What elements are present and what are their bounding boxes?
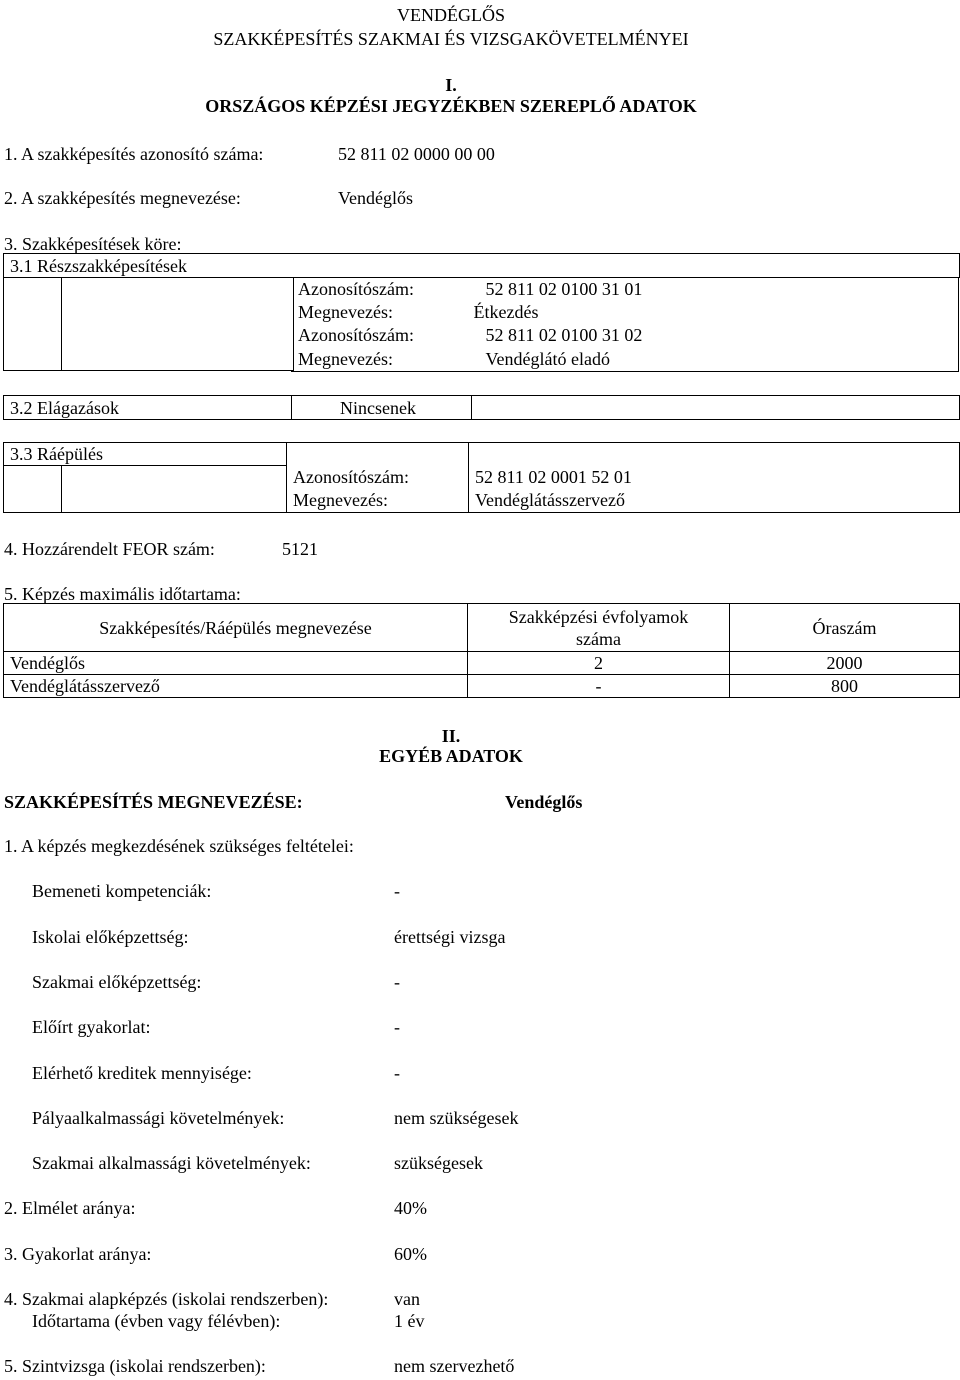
duration-table	[3, 603, 960, 698]
prereq-key: Elérhető kreditek mennyisége:	[32, 1063, 252, 1083]
prereq-value: nem szükségesek	[394, 1108, 519, 1128]
branches-label: 3.2 Elágazások	[4, 396, 292, 420]
qual-id-label: 1. A szakképesítés azonosító száma:	[4, 144, 264, 164]
duration-head-name: Szakképesítés/Ráépülés megnevezése	[4, 604, 468, 652]
basic-duration-label: Időtartama (évben vagy félévben):	[32, 1311, 281, 1331]
prereq-key: Pályaalkalmassági követelmények:	[32, 1108, 285, 1128]
partial-row-value: Étkezdés	[473, 302, 539, 322]
prereq-key: Szakmai előképzettség:	[32, 972, 202, 992]
qual-name-heading-value: Vendéglős	[505, 792, 583, 812]
doc-title-line2: SZAKKÉPESÍTÉS SZAKMAI ÉS VIZSGAKÖVETELMÉNYEI	[213, 29, 689, 49]
partial-row-key: Megnevezés:	[298, 348, 393, 369]
table-spacer	[472, 396, 960, 420]
prereq-value: -	[394, 1063, 400, 1083]
partial-row-value: 52 811 02 0100 31 02	[485, 325, 643, 345]
prereq-value: -	[394, 972, 400, 992]
feor-label: 4. Hozzárendelt FEOR szám:	[4, 539, 215, 559]
doc-title-line1: VENDÉGLŐS	[397, 5, 505, 25]
duration-head-years-line1: Szakképzési évfolyamok	[508, 606, 689, 627]
qual-name-label: 2. A szakképesítés megnevezése:	[4, 188, 241, 208]
theory-ratio-label: 2. Elmélet aránya:	[4, 1198, 136, 1218]
prereq-key: Iskolai előképzettség:	[32, 927, 189, 947]
partial-qualifications-table	[3, 253, 960, 371]
duration-row-hours: 2000	[730, 652, 960, 675]
basic-training-label: 4. Szakmai alapképzés (iskolai rendszerben):	[4, 1289, 329, 1309]
practice-ratio-value: 60%	[394, 1244, 427, 1264]
qual-name-heading: SZAKKÉPESÍTÉS MEGNEVEZÉSE:	[4, 792, 303, 812]
branches-value: Nincsenek	[292, 396, 472, 420]
section2-title: EGYÉB ADATOK	[379, 746, 523, 766]
partial-row-key: Azonosítószám:	[298, 325, 414, 345]
basic-training-value: van	[394, 1289, 420, 1309]
add-on-row-key: Azonosítószám:	[287, 466, 469, 489]
prereq-value: -	[394, 881, 400, 901]
table-spacer	[4, 466, 62, 513]
duration-row-years: -	[468, 675, 730, 698]
table-border	[291, 371, 959, 372]
section2-number: II.	[441, 726, 461, 746]
prereq-value: érettségi vizsga	[394, 927, 506, 947]
section1-number: I.	[445, 75, 457, 95]
duration-row-hours: 800	[730, 675, 960, 698]
add-on-row-key: Megnevezés:	[287, 489, 469, 513]
qual-scope-label: 3. Szakképesítések köre:	[4, 234, 182, 254]
prereq-value: -	[394, 1017, 400, 1037]
section1-title: ORSZÁGOS KÉPZÉSI JEGYZÉKBEN SZEREPLŐ ADATOK	[205, 96, 697, 116]
duration-head-years	[468, 604, 730, 652]
interim-exam-value: nem szervezhető	[394, 1356, 515, 1376]
prereq-key: Bemeneti kompetenciák:	[32, 881, 212, 901]
table-spacer	[287, 443, 469, 466]
duration-head-years-line2: száma	[576, 628, 621, 649]
partial-row-value: Vendéglátó eladó	[485, 348, 610, 369]
prereq-key: Előírt gyakorlat:	[32, 1017, 151, 1037]
partial-row-key: Azonosítószám:	[298, 279, 414, 300]
table-spacer	[62, 466, 287, 513]
partial-qualifications-label: 3.1 Részszakképesítések	[4, 254, 960, 278]
duration-row-years: 2	[468, 652, 730, 675]
qual-id-value: 52 811 02 0000 00 00	[338, 144, 495, 164]
table-row	[4, 652, 960, 675]
branches-table	[3, 395, 960, 420]
table-spacer	[62, 278, 294, 371]
theory-ratio-value: 40%	[394, 1198, 427, 1218]
add-on-label: 3.3 Ráépülés	[4, 443, 287, 466]
add-on-row-value: Vendéglátásszervező	[469, 489, 960, 513]
qual-name-value: Vendéglős	[338, 188, 413, 208]
duration-row-name: Vendéglátásszervező	[4, 675, 468, 698]
table-row	[4, 675, 960, 698]
add-on-row-value: 52 811 02 0001 52 01	[469, 466, 960, 489]
partial-row-key: Megnevezés:	[298, 302, 393, 322]
duration-row-name: Vendéglős	[4, 652, 468, 675]
practice-ratio-label: 3. Gyakorlat aránya:	[4, 1244, 152, 1264]
add-on-table	[3, 442, 960, 513]
interim-exam-label: 5. Szintvizsga (iskolai rendszerben):	[4, 1356, 266, 1376]
table-border	[958, 277, 959, 371]
duration-label: 5. Képzés maximális időtartama:	[4, 584, 241, 604]
partial-row-value: 52 811 02 0100 31 01	[485, 279, 643, 300]
basic-duration-value: 1 év	[394, 1311, 425, 1331]
prereq-title: 1. A képzés megkezdésének szükséges feltételei:	[4, 836, 354, 856]
duration-head-hours: Óraszám	[730, 604, 960, 652]
prereq-key: Szakmai alkalmassági követelmények:	[32, 1153, 311, 1173]
table-spacer	[4, 278, 62, 371]
table-spacer	[469, 443, 960, 466]
feor-value: 5121	[282, 539, 318, 559]
prereq-value: szükségesek	[394, 1153, 483, 1173]
